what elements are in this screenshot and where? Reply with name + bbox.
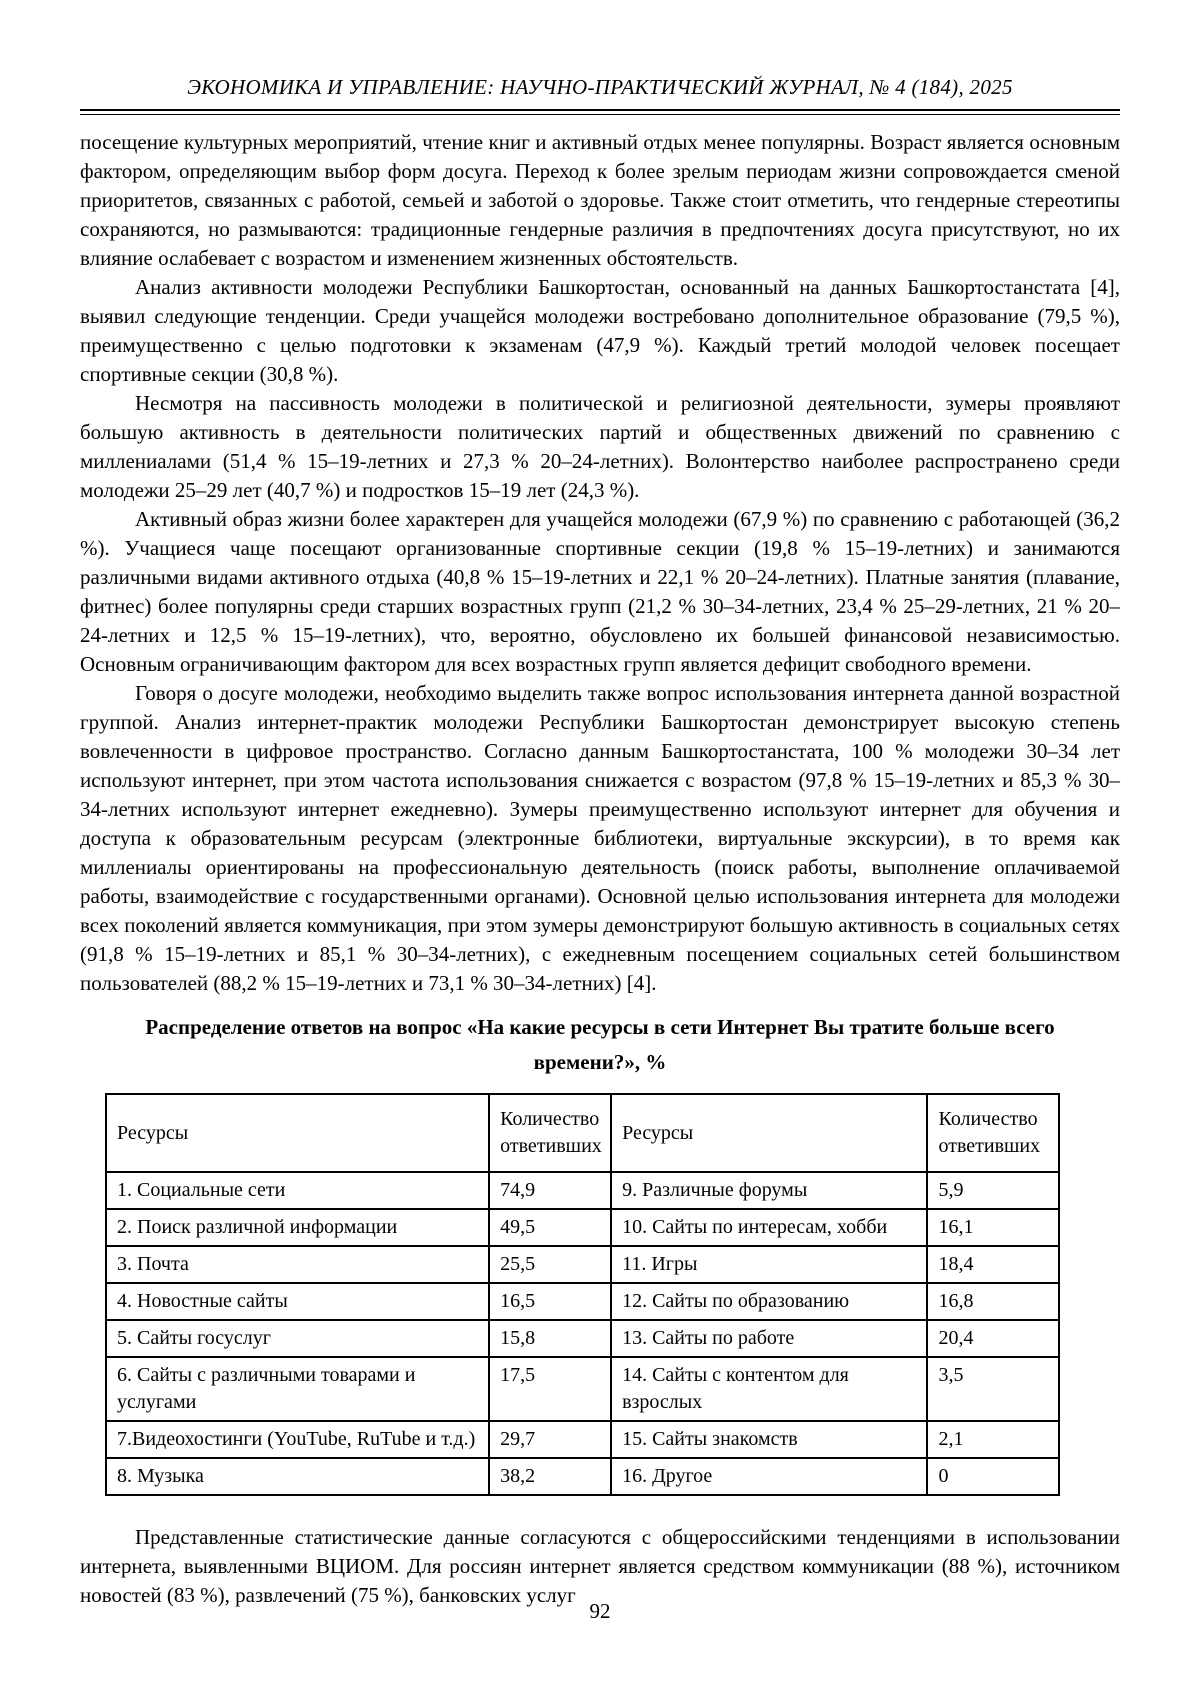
resource-value-cell: 16,1	[927, 1209, 1059, 1246]
resource-label-cell: 10. Сайты по интересам, хобби	[611, 1209, 927, 1246]
resource-label-cell: 4. Новостные сайты	[106, 1283, 489, 1320]
resource-label-cell: 5. Сайты госуслуг	[106, 1320, 489, 1357]
table-row	[106, 1458, 1059, 1495]
resource-label-cell: 1. Социальные сети	[106, 1172, 489, 1209]
resource-value-cell: 16,5	[489, 1283, 611, 1320]
table-row	[106, 1421, 1059, 1458]
resource-value-cell: 49,5	[489, 1209, 611, 1246]
resource-value-cell: 16,8	[927, 1283, 1059, 1320]
table-header-resources: Ресурсы	[106, 1094, 489, 1172]
paragraph: Несмотря на пассивность молодежи в политической и религиозной деятельности, зумеры проявляют большую активность в деятельности политических партий и общественных движений по сравнению с миллениалами (51,4 % 15–19-летних и 27,3 % 20–24-летних). Волонтерство наиболее распространено среди молодежи 25–29 лет (40,7 %) и подростков 15–19 лет (24,3 %).	[80, 391, 1120, 502]
resource-value-cell: 0	[927, 1458, 1059, 1495]
resource-value-cell: 29,7	[489, 1421, 611, 1458]
resource-value-cell: 3,5	[927, 1357, 1059, 1421]
resource-label-cell: 15. Сайты знакомств	[611, 1421, 927, 1458]
resource-label-cell: 11. Игры	[611, 1246, 927, 1283]
resource-value-cell: 25,5	[489, 1246, 611, 1283]
resource-value-cell: 15,8	[489, 1320, 611, 1357]
resource-label-cell: 3. Почта	[106, 1246, 489, 1283]
resource-label-cell: 2. Поиск различной информации	[106, 1209, 489, 1246]
header-rule-bottom	[80, 114, 1120, 115]
article-body	[80, 128, 1120, 998]
paragraph: Представленные статистические данные согласуются с общероссийскими тенденциями в использовании интернета, выявленными ВЦИОМ. Для россиян интернет является средством коммуникации (88 %), источником новостей (83 %), развлечений (75 %), банковских услуг	[80, 1525, 1120, 1607]
table-header-count: Количество ответивших	[927, 1094, 1059, 1172]
table-row	[106, 1283, 1059, 1320]
article-body-continued	[80, 1523, 1120, 1610]
resource-label-cell: 7.Видеохостинги (YouTube, RuTube и т.д.)	[106, 1421, 489, 1458]
table-row	[106, 1357, 1059, 1421]
table-title: Распределение ответов на вопрос «На какие ресурсы в сети Интернет Вы тратите больше всего времени?», %	[145, 1015, 1055, 1074]
paragraph: Активный образ жизни более характерен для учащейся молодежи (67,9 %) по сравнению с работающей (36,2 %). Учащиеся чаще посещают организованные спортивные секции (19,8 % 15–19-летних) и занимаются различными видами активного отдыха (40,8 % 15–19-летних и 22,1 % 20–24-летних). Платные занятия (плавание, фитнес) более популярны среди старших возрастных групп (21,2 % 30–34-летних, 23,4 % 25–29-летних, 21 % 20–24-летних и 12,5 % 15–19-летних), что, вероятно, обусловлено их большей финансовой независимостью. Основным ограничивающим фактором для всех возрастных групп является дефицит свободного времени.	[80, 507, 1120, 676]
paragraph: Говоря о досуге молодежи, необходимо выделить также вопрос использования интернета данной возрастной группой. Анализ интернет-практик молодежи Республики Башкортостан демонстрирует высокую степень вовлеченности в цифровое пространство. Согласно данным Башкортостанстата, 100 % молодежи 30–34 лет используют интернет, при этом частота использования снижается с возрастом (97,8 % 15–19-летних и 85,3 % 30–34-летних используют интернет ежедневно). Зумеры преимущественно используют интернет для обучения и доступа к образовательным ресурсам (электронные библиотеки, виртуальные экскурсии), в то время как миллениалы ориентированы на профессиональную деятельность (поиск работы, выполнение оплачиваемой работы, взаимодействие с государственными органами). Основной целью использования интернета для молодежи всех поколений является коммуникация, при этом зумеры демонстрируют большую активность в социальных сетях (91,8 % 15–19-летних и 85,1 % 30–34-летних), с ежедневным посещением социальных сетей большинством пользователей (88,2 % 15–19-летних и 73,1 % 30–34-летних) [4].	[80, 681, 1120, 995]
running-head	[80, 74, 1120, 115]
resources-table	[105, 1093, 1060, 1496]
journal-title: ЭКОНОМИКА И УПРАВЛЕНИЕ: НАУЧНО-ПРАКТИЧЕСКИЙ ЖУРНАЛ, № 4 (184), 2025	[187, 75, 1013, 99]
resource-value-cell: 38,2	[489, 1458, 611, 1495]
resource-value-cell: 74,9	[489, 1172, 611, 1209]
table-row	[106, 1209, 1059, 1246]
resource-value-cell: 2,1	[927, 1421, 1059, 1458]
resource-value-cell: 5,9	[927, 1172, 1059, 1209]
paragraph: посещение культурных мероприятий, чтение книг и активный отдых менее популярны. Возраст является основным фактором, определяющим выбор форм досуга. Переход к более зрелым периодам жизни сопровождается сменой приоритетов, связанных с работой, семьей и заботой о здоровье. Также стоит отметить, что гендерные стереотипы сохраняются, но размываются: традиционные гендерные различия в предпочтениях досуга присутствуют, но их влияние ослабевает с возрастом и изменением жизненных обстоятельств.	[80, 130, 1120, 270]
resource-label-cell: 14. Сайты с контентом для взрослых	[611, 1357, 927, 1421]
resource-label-cell: 16. Другое	[611, 1458, 927, 1495]
table-header-resources: Ресурсы	[611, 1094, 927, 1172]
resource-value-cell: 20,4	[927, 1320, 1059, 1357]
table-row	[106, 1246, 1059, 1283]
resource-label-cell: 9. Различные форумы	[611, 1172, 927, 1209]
table-row	[106, 1172, 1059, 1209]
table-row	[106, 1320, 1059, 1357]
table-header-count: Количество ответивших	[489, 1094, 611, 1172]
table-header-row	[106, 1094, 1059, 1172]
header-rule-top	[80, 109, 1120, 111]
resource-value-cell: 18,4	[927, 1246, 1059, 1283]
resource-label-cell: 13. Сайты по работе	[611, 1320, 927, 1357]
resource-label-cell: 12. Сайты по образованию	[611, 1283, 927, 1320]
resource-label-cell: 8. Музыка	[106, 1458, 489, 1495]
resource-label-cell: 6. Сайты с различными товарами и услугами	[106, 1357, 489, 1421]
page-number: 92	[589, 1599, 611, 1623]
paragraph: Анализ активности молодежи Республики Башкортостан, основанный на данных Башкортостанстата [4], выявил следующие тенденции. Среди учащейся молодежи востребовано дополнительное образование (79,5 %), преимущественно с целью подготовки к экзаменам (47,9 %). Каждый третий молодой человек посещает спортивные секции (30,8 %).	[80, 275, 1120, 386]
resource-value-cell: 17,5	[489, 1357, 611, 1421]
